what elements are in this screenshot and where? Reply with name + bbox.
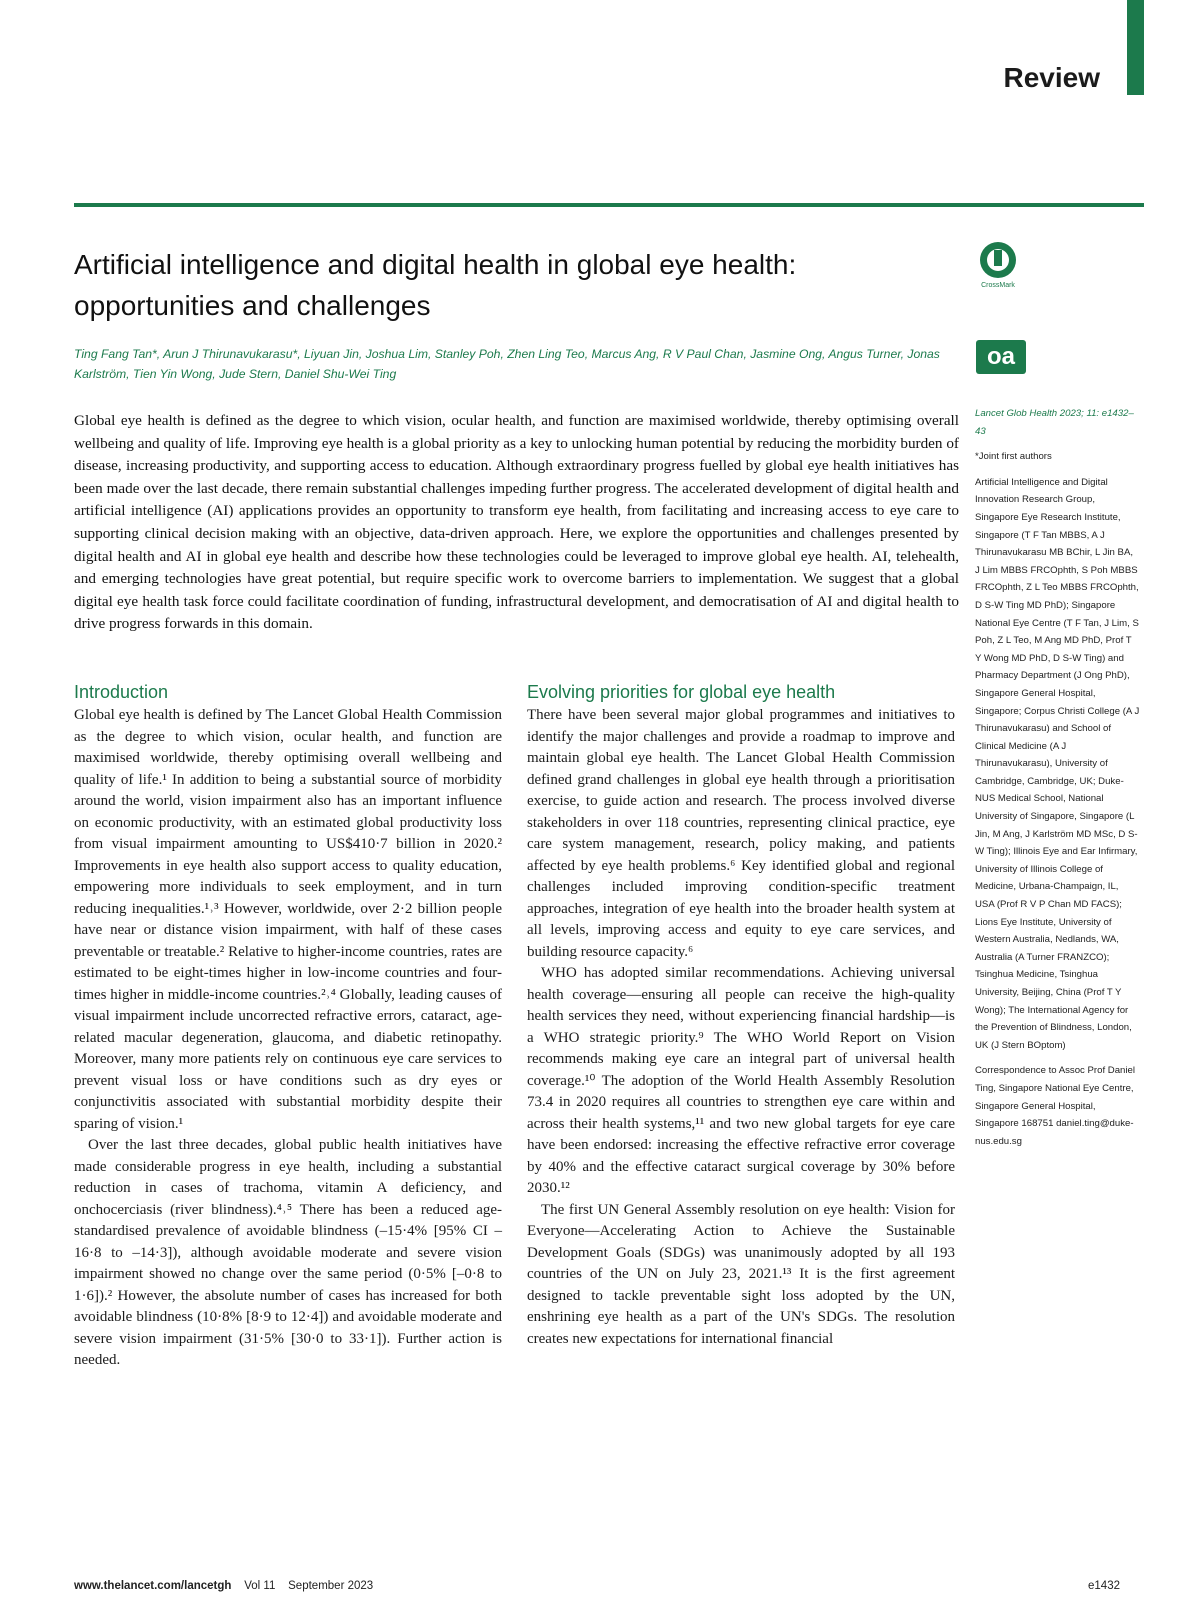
affiliations: Artificial Intelligence and Digital Innovation Research Group, Singapore Eye Research Institute, Singapore (T F Tan MBBS, A J Thirunavukarasu MB BChir, L Jin BA, J Lim MBBS FRCOphth, S Poh MBBS FRCOphth, Z L Teo MBBS FRCOphth, D S-W Ting MD PhD); Singapore National Eye Centre (T F Tan, J Lim, S Poh, Z L Teo, M Ang MD PhD, Prof T Y Wong MD PhD, D S-W Ting) and Pharmacy Department (J Ong PhD), Singapore General Hospital, Singapore; Corpus Christi College (A J Thirunavukarasu) and School of Clinical Medicine (A J Thirunavukarasu), University of Cambridge, Cambridge, UK; Duke-NUS Medical School, National University of Singapore, Singapore (L Jin, M Ang, J Karlström MD MSc, D S-W Ting); Illinois Eye and Ear Infirmary, University of Illinois College of Medicine, Urbana-Champaign, IL, USA (Prof R V P Chan MD FACS); Lions Eye Institute, University of Western Australia, Nedlands, WA, Australia (A Turner FRANZCO); Tsinghua Medicine, Tsinghua University, Beijing, China (Prof T Y Wong); The International Agency for the Prevention of Blindness, London, UK (J Stern BOptom) xyxy=(975,476,1140,1051)
header-rule xyxy=(74,203,1144,207)
section-label: Review xyxy=(1003,62,1100,93)
journal-citation[interactable]: Lancet Glob Health 2023; 11: e1432–43 xyxy=(975,408,1134,437)
evolving-paragraph-2: WHO has adopted similar recommendations. Achieving universal health coverage—ensuring all people can receive the high-quality health services they need, without experiencing financial hardship—is a WHO strategic priority.⁹ The WHO World Report on Vision recommends making eye care an integral part of universal health coverage.¹⁰ The adoption of the World Health Assembly Resolution 73.4 in 2020 requires all countries to strengthen eye care within and across their health systems,¹¹ and two new global targets for eye care have been endorsed: increasing the effective refractive error coverage by 40% and the effective cataract surgical coverage by 30% before 2030.¹² xyxy=(527,965,955,1196)
evolving-paragraph-3: The first UN General Assembly resolution on eye health: Vision for Everyone—Accelerating Action to Achieve the Sustainable Development Goals (SDGs) was unanimously adopted by all 193 countries of the UN on July 23, 2021.¹³ It is the first agreement designed to tackle preventable sight loss adopted by the UN, enshrining eye health as a part of the UN's SDGs. The resolution creates new expectations for international financial xyxy=(527,1201,955,1347)
evolving-paragraph-1: There have been several major global programmes and initiatives to identify the major challenges and provide a roadmap to improve and maintain global eye health. The Lancet Global Health Commission defined grand challenges in global eye health through a prioritisation exercise, to guide action and research. The process involved diverse stakeholders in over 118 countries, representing clinical practice, eye care system management, research, policy making, and patients affected by eye health problems.⁶ Key identified global and regional challenges included improving condition-specific treatment approaches, integration of eye health into the broader health system at all levels, improving access and equity to eye care services, and building resource capacity.⁶ xyxy=(527,707,955,960)
column-right xyxy=(527,680,955,1350)
footer-volume: Vol 11 xyxy=(244,1580,276,1592)
article-title: Artificial intelligence and digital health in global eye health: opportunities and challenges xyxy=(74,249,797,321)
footer-site-link[interactable]: www.thelancet.com/lancetgh xyxy=(74,1580,232,1592)
footer-date: September 2023 xyxy=(288,1580,374,1592)
introduction-heading: Introduction xyxy=(74,682,169,702)
abstract: Global eye health is defined as the degree to which vision, ocular health, and function are maximised worldwide, thereby optimising overall wellbeing and quality of life. Improving eye health is a global priority as a key to unlocking human potential by reducing the morbidity burden of disease, increasing productivity, and supporting access to education. Although extraordinary progress fuelled by global eye health initiatives has been made over the last decade, there remain substantial challenges impeding further progress. The accelerated development of digital health and artificial intelligence (AI) applications provides an opportunity to transform eye health, from facilitating and increasing access to eye care to supporting clinical decision making with an objective, data-driven approach. Here, we explore the opportunities and challenges presented by digital health and AI in global eye health and describe how these technologies could be leveraged to improve global eye health. AI, telehealth, and emerging technologies have great potential, but require specific work to overcome barriers to implementation. We suggest that a global digital eye health task force could facilitate coordination of funding, infrastructural development, and democratisation of AI and digital health to drive progress forwards in this domain. xyxy=(74,412,959,633)
open-access-badge: oa xyxy=(976,340,1026,374)
footer-page-number: e1432 xyxy=(1088,1580,1120,1592)
section-color-tab xyxy=(1127,0,1144,95)
column-left xyxy=(74,680,502,1372)
introduction-paragraph-1: Global eye health is defined by The Lancet Global Health Commission as the degree to which vision, ocular health, and function are maximised worldwide, thereby optimising overall wellbeing and quality of life.¹ In addition to being a substantial source of morbidity around the world, vision impairment also has an important influence on economic productivity, with an estimated global productivity loss from visual impairment amounting to US$410·7 billion in 2020.² Improvements in eye health also support access to quality education, empowering more individuals to seek employment, and in turn reducing inequalities.¹˒³ However, worldwide, over 2·2 billion people have near or distance vision impairment, with half of these cases preventable or treatable.² Relative to higher-income countries, rates are estimated to be eight-times higher in low-income countries and four-times higher in middle-income countries.²˒⁴ Globally, leading causes of visual impairment include uncorrected refractive errors, cataract, age-related macular degeneration, glaucoma, and diabetic retinopathy. Moreover, many more patients rely on continuous eye care services to prevent visual loss or have conditions such as dry eyes or conjunctivitis associated with substantial morbidity despite their sparing of vision.¹ xyxy=(74,707,502,1132)
evolving-priorities-heading: Evolving priorities for global eye health xyxy=(527,682,836,702)
author-list: Ting Fang Tan*, Arun J Thirunavukarasu*, Liyuan Jin, Joshua Lim, Stanley Poh, Zhen Ling Teo, Marcus Ang, R V Paul Chan, Jasmine Ong, Angus Turner, Jonas Karlström, Tien Yin Wong, Jude Stern, Daniel Shu-Wei Ting xyxy=(74,347,940,381)
introduction-paragraph-2: Over the last three decades, global public health initiatives have made considerable progress in eye health, including a substantial reduction in cases of trachoma, vitamin A deficiency, and onchocerciasis (river blindness).⁴˒⁵ There has been a reduced age-standardised prevalence of avoidable blindness (–15·4% [95% CI –16·8 to –14·3]), although avoidable moderate and severe vision impairment showed no change over the same period (0·5% [–0·8 to 1·6]).² However, the absolute number of cases has increased for both avoidable blindness (10·8% [8·9 to 12·4]) and avoidable moderate and severe vision impairment (31·5% [30·0 to 33·1]). Further action is needed. xyxy=(74,1137,502,1368)
crossmark-label: CrossMark xyxy=(981,282,1015,289)
joint-first-note: *Joint first authors xyxy=(975,451,1052,463)
correspondence: Correspondence to Assoc Prof Daniel Ting, Singapore National Eye Centre, Singapore General Hospital, Singapore 168751 daniel.ting@duke-nus.edu.sg xyxy=(975,1065,1135,1147)
crossmark-icon[interactable] xyxy=(976,240,1020,290)
footer-journal-info xyxy=(74,1580,373,1592)
sidebar-notes xyxy=(975,405,1140,1158)
